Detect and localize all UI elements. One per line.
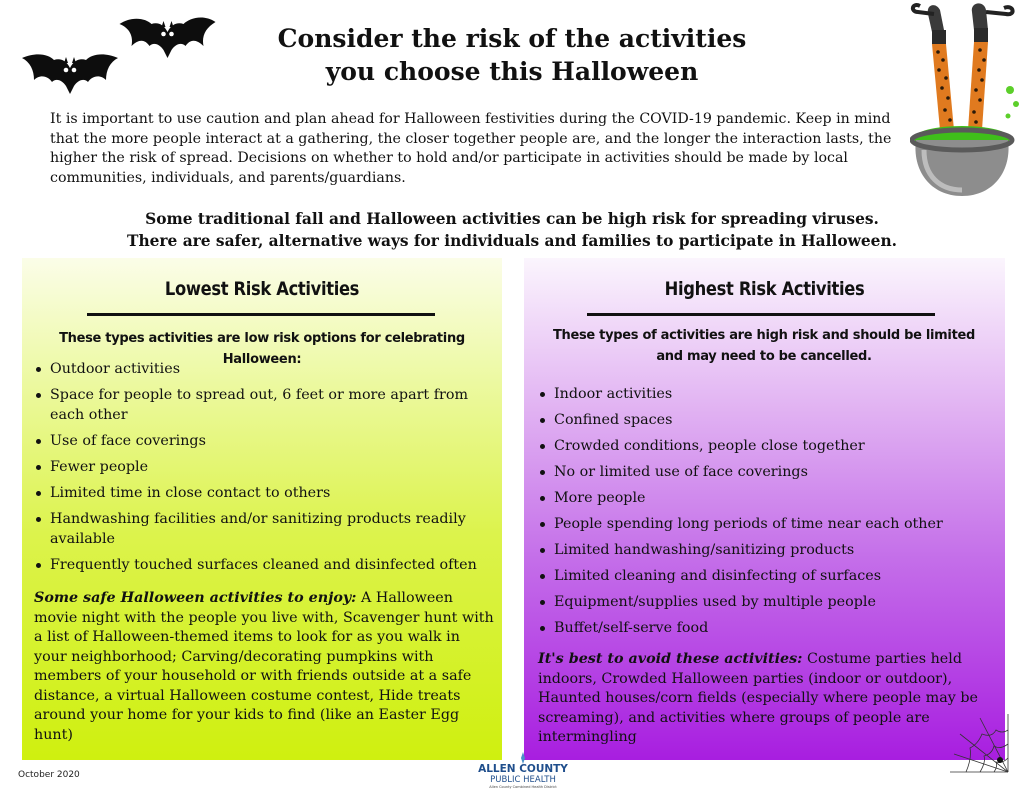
list-item: Handwashing facilities and/or sanitizing products readily available bbox=[34, 509, 494, 549]
highest-risk-heading: Highest Risk Activities bbox=[664, 278, 865, 300]
highest-note-text: Costume parties held indoors, Crowded Halloween parties (indoor or outdoor), Haunted houses/corn fields (especially where people may be screaming), and activities where groups of people are intermingling bbox=[538, 651, 978, 745]
list-item: Fewer people bbox=[34, 457, 494, 477]
list-item: Frequently touched surfaces cleaned and disinfected often bbox=[34, 555, 494, 575]
title-line-2: you choose this Halloween bbox=[325, 57, 699, 86]
list-item: Confined spaces bbox=[538, 410, 1000, 430]
heading-divider bbox=[587, 313, 935, 316]
list-item: Use of face coverings bbox=[34, 431, 494, 451]
list-item: People spending long periods of time near each other bbox=[538, 514, 1000, 534]
highest-note-label: It's best to avoid these activities: bbox=[538, 651, 803, 667]
spider-web-icon bbox=[946, 710, 1010, 774]
heading-divider bbox=[87, 313, 435, 316]
page-title bbox=[0, 22, 1024, 88]
lowest-risk-heading: Lowest Risk Activities bbox=[164, 278, 360, 300]
list-item: Outdoor activities bbox=[34, 359, 494, 379]
lowest-note-label: Some safe Halloween activities to enjoy: bbox=[34, 590, 357, 606]
logo-line-3: Allen County Combined Health District bbox=[489, 785, 557, 789]
lowest-risk-description: These types activities are low risk options for celebrating Halloween: bbox=[59, 331, 465, 367]
highest-risk-description: These types of activities are high risk and should be limited and may need to be cancelled. bbox=[552, 328, 976, 364]
list-item: Buffet/self-serve food bbox=[538, 618, 1000, 638]
list-item: Limited cleaning and disinfecting of surfaces bbox=[538, 566, 1000, 586]
allen-county-logo bbox=[478, 752, 568, 790]
footer-date: October 2020 bbox=[18, 770, 80, 780]
highest-risk-note bbox=[538, 650, 990, 748]
intro-paragraph: It is important to use caution and plan ahead for Halloween festivities during the COVID-19 pandemic. Keep in mind that the more people interact at a gathering, the closer together people are, and the longer the interaction lasts, the higher the risk of spread. Decisions on whether to hold and/or participate in activities should be made by local communities, individuals, and parents/guardians. bbox=[50, 111, 892, 186]
list-item: Equipment/supplies used by multiple people bbox=[538, 592, 1000, 612]
list-item: More people bbox=[538, 488, 1000, 508]
lowest-note-text: A Halloween movie night with the people you live with, Scavenger hunt with a list of Halloween-themed items to look for as you walk in your neighborhood; Carving/decorating pumpkins with members of your household or with friends outside at a safe distance, a virtual Halloween costume contest, Hide treats around your home for your kids to find (like an Easter Egg hunt) bbox=[34, 590, 494, 743]
list-item: Space for people to spread out, 6 feet or more apart from each other bbox=[34, 385, 494, 425]
title-line-1: Consider the risk of the activities bbox=[277, 24, 747, 53]
lowest-risk-panel bbox=[22, 258, 502, 760]
highest-risk-panel bbox=[524, 258, 1005, 760]
logo-line-2: PUBLIC HEALTH bbox=[490, 775, 556, 785]
subheading-line-1: Some traditional fall and Halloween activities can be high risk for spreading viruses. bbox=[145, 210, 879, 228]
subheading-line-2: There are safer, alternative ways for individuals and families to participate in Halloween. bbox=[127, 232, 897, 250]
subheading bbox=[0, 208, 1024, 252]
logo-line-1: ALLEN COUNTY bbox=[478, 763, 568, 775]
list-item: Indoor activities bbox=[538, 384, 1000, 404]
list-item: No or limited use of face coverings bbox=[538, 462, 1000, 482]
highest-risk-list bbox=[538, 384, 1000, 644]
list-item: Crowded conditions, people close together bbox=[538, 436, 1000, 456]
list-item: Limited time in close contact to others bbox=[34, 483, 494, 503]
list-item: Limited handwashing/sanitizing products bbox=[538, 540, 1000, 560]
lowest-risk-list bbox=[34, 359, 494, 581]
lowest-risk-note bbox=[34, 589, 494, 745]
